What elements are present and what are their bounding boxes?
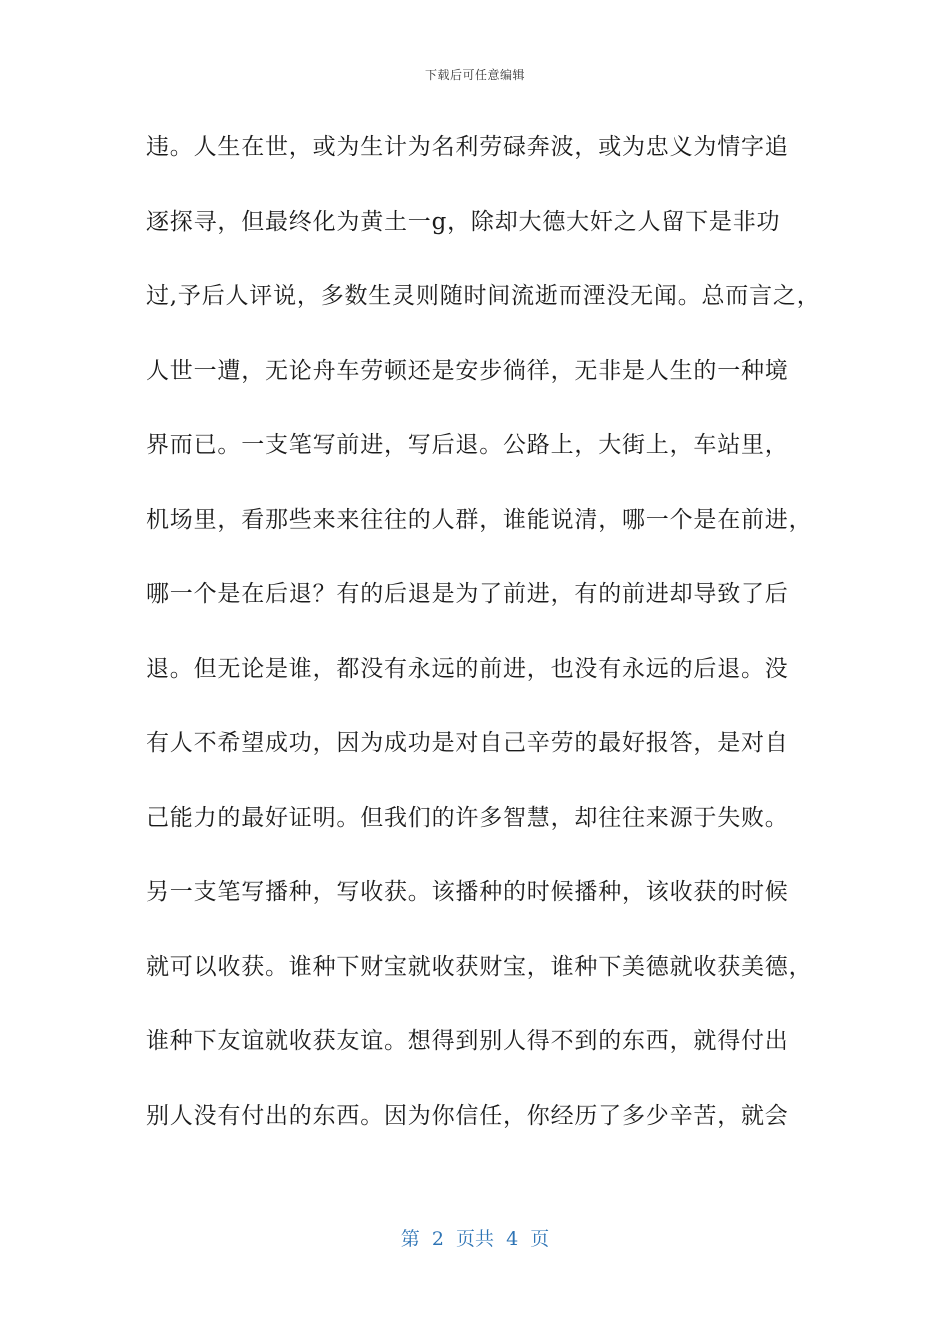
text-line: 过,予后人评说，多数生灵则随时间流逝而湮没无闻。总而言之， <box>146 283 821 309</box>
page-header-note: 下载后可任意编辑 <box>424 68 525 82</box>
text-line: 逐探寻，但最终化为黄土一g，除却大德大奸之人留下是非功 <box>146 208 781 235</box>
text-line: 机场里，看那些来来往往的人群，谁能说清，哪一个是在前进， <box>146 506 813 533</box>
text-line: 谁种下友谊就收获友谊。想得到别人得不到的东西，就得付出 <box>146 1028 789 1054</box>
text-line: 别人没有付出的东西。因为你信任，你经历了多少辛苦，就会 <box>146 1102 789 1129</box>
text-line: 界而已。一支笔写前进，写后退。公路上，大街上，车站里， <box>146 432 789 458</box>
text-line: 另一支笔写播种，写收获。该播种的时候播种，该收获的时候 <box>146 879 789 905</box>
text-line: 哪一个是在后退？有的后退是为了前进，有的前进却导致了后 <box>146 581 789 607</box>
document-body <box>146 125 826 1168</box>
text-line: 有人不希望成功，因为成功是对自己辛劳的最好报答，是对自 <box>146 730 789 756</box>
page-number-footer: 第 2 页共 4 页 <box>400 1228 550 1250</box>
text-line: 人世一遭，无论舟车劳顿还是安步徜徉，无非是人生的一种境 <box>146 357 789 384</box>
text-line: 己能力的最好证明。但我们的许多智慧，却往往来源于失败。 <box>146 804 789 831</box>
text-line: 就可以收获。谁种下财宝就收获财宝，谁种下美德就收获美德， <box>146 953 813 980</box>
text-line: 退。但无论是谁，都没有永远的前进，也没有永远的后退。没 <box>146 655 789 682</box>
text-line: 违。人生在世，或为生计为名利劳碌奔波，或为忠义为情字追 <box>146 134 789 160</box>
